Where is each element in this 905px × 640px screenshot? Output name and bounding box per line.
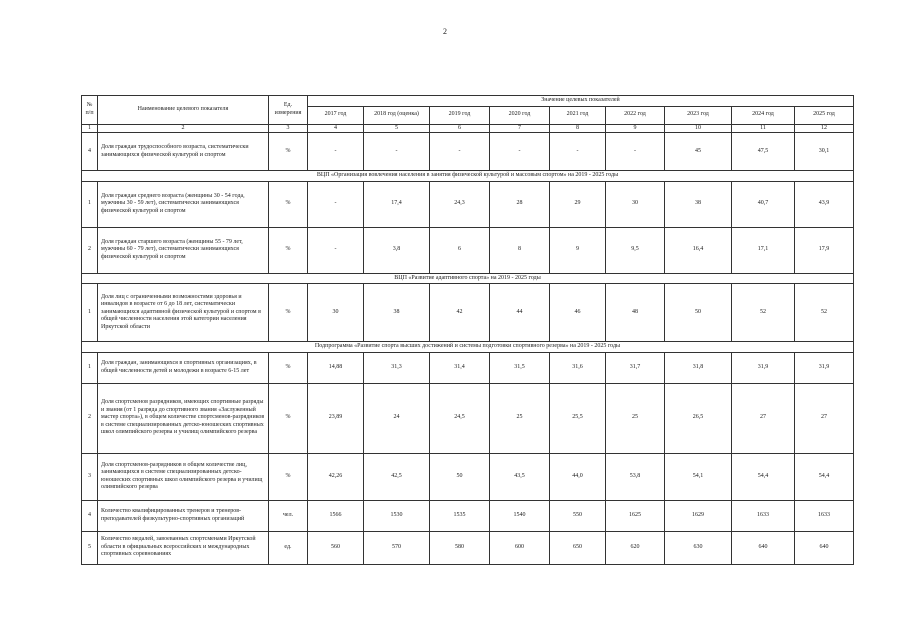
unit-cell: %: [269, 284, 308, 342]
value-cell: 30: [308, 284, 364, 342]
value-cell: 54,4: [795, 453, 854, 500]
header-year: 2023 год: [665, 106, 732, 124]
value-cell: 27: [795, 383, 854, 453]
value-cell: 1535: [430, 500, 490, 531]
column-number: 2: [98, 124, 269, 133]
value-cell: -: [550, 133, 606, 171]
value-cell: 43,9: [795, 181, 854, 227]
value-cell: 17,4: [364, 181, 430, 227]
value-cell: -: [308, 181, 364, 227]
value-cell: 9,5: [606, 227, 665, 273]
value-cell: -: [308, 133, 364, 171]
value-cell: 42,5: [364, 453, 430, 500]
value-cell: 1540: [490, 500, 550, 531]
indicator-name: Доля лиц с ограниченными возможностями здоровья и инвалидов в возрасте от 6 до 18 лет, систематически занимающихся адаптивной физической культурой и спортом в общей численности населения этой категории населения Иркутской области: [98, 284, 269, 342]
indicator-name: Доля граждан трудоспособного возраста, систематически занимающихся физической культурой и спортом: [98, 133, 269, 171]
value-cell: 24: [364, 383, 430, 453]
column-number: 9: [606, 124, 665, 133]
value-cell: 16,4: [665, 227, 732, 273]
header-year: 2021 год: [550, 106, 606, 124]
value-cell: 1633: [795, 500, 854, 531]
unit-cell: %: [269, 453, 308, 500]
value-cell: 31,4: [430, 352, 490, 383]
column-number: 10: [665, 124, 732, 133]
unit-cell: %: [269, 352, 308, 383]
table-row: [82, 133, 854, 171]
indicator-name: Доля граждан, занимающихся в спортивных организациях, в общей численности детей и молодежи в возрасте 6-15 лет: [98, 352, 269, 383]
value-cell: 42: [430, 284, 490, 342]
value-cell: 38: [665, 181, 732, 227]
value-cell: 54,1: [665, 453, 732, 500]
table-row: [82, 453, 854, 500]
value-cell: 17,9: [795, 227, 854, 273]
unit-cell: %: [269, 181, 308, 227]
row-number: 4: [82, 133, 98, 171]
column-number: 1: [82, 124, 98, 133]
table-body: [82, 133, 854, 565]
value-cell: 44: [490, 284, 550, 342]
value-cell: -: [308, 227, 364, 273]
table-row: [82, 352, 854, 383]
value-cell: 50: [665, 284, 732, 342]
header-group-title: Значение целевых показателей: [308, 96, 854, 107]
value-cell: 25,5: [550, 383, 606, 453]
table-row: [82, 284, 854, 342]
value-cell: 640: [795, 531, 854, 564]
value-cell: -: [430, 133, 490, 171]
column-number: 5: [364, 124, 430, 133]
value-cell: 640: [732, 531, 795, 564]
column-number: 6: [430, 124, 490, 133]
value-cell: 53,8: [606, 453, 665, 500]
value-cell: 3,8: [364, 227, 430, 273]
row-number: 4: [82, 500, 98, 531]
value-cell: 1530: [364, 500, 430, 531]
value-cell: 28: [490, 181, 550, 227]
section-title: ВЦП «Развитие адаптивного спорта» на 2019 - 2025 годы: [82, 273, 854, 284]
unit-cell: %: [269, 383, 308, 453]
unit-cell: чел.: [269, 500, 308, 531]
header-year: 2017 год: [308, 106, 364, 124]
column-number: 12: [795, 124, 854, 133]
table-row: [82, 227, 854, 273]
value-cell: 14,88: [308, 352, 364, 383]
value-cell: 570: [364, 531, 430, 564]
value-cell: 650: [550, 531, 606, 564]
section-title: Подпрограмма «Развитие спорта высших достижений и системы подготовки спортивного резерва» на 2019 - 2025 годы: [82, 342, 854, 353]
value-cell: 40,7: [732, 181, 795, 227]
header-unit: Ед. измерения: [269, 96, 308, 125]
table-row: [82, 181, 854, 227]
unit-cell: ед.: [269, 531, 308, 564]
value-cell: 600: [490, 531, 550, 564]
value-cell: 45: [665, 133, 732, 171]
column-number: 3: [269, 124, 308, 133]
section-row: [82, 342, 854, 353]
value-cell: 31,5: [490, 352, 550, 383]
value-cell: 1633: [732, 500, 795, 531]
value-cell: 48: [606, 284, 665, 342]
value-cell: 43,5: [490, 453, 550, 500]
section-row: [82, 273, 854, 284]
header-no: № п/п: [82, 96, 98, 125]
value-cell: 580: [430, 531, 490, 564]
target-indicators-table: [81, 95, 854, 565]
row-number: 5: [82, 531, 98, 564]
value-cell: 52: [732, 284, 795, 342]
table-row: [82, 383, 854, 453]
value-cell: -: [490, 133, 550, 171]
value-cell: 8: [490, 227, 550, 273]
header-year: 2024 год: [732, 106, 795, 124]
value-cell: 25: [490, 383, 550, 453]
header-year: 2025 год: [795, 106, 854, 124]
unit-cell: %: [269, 227, 308, 273]
value-cell: 27: [732, 383, 795, 453]
value-cell: 17,1: [732, 227, 795, 273]
indicator-name: Доля граждан среднего возраста (женщины 30 - 54 года, мужчины 30 - 59 лет), систематически занимающихся физической культурой и спортом: [98, 181, 269, 227]
value-cell: 31,9: [732, 352, 795, 383]
value-cell: 29: [550, 181, 606, 227]
value-cell: 38: [364, 284, 430, 342]
value-cell: 31,3: [364, 352, 430, 383]
value-cell: 24,5: [430, 383, 490, 453]
value-cell: -: [364, 133, 430, 171]
row-number: 1: [82, 181, 98, 227]
value-cell: 630: [665, 531, 732, 564]
column-number: 11: [732, 124, 795, 133]
value-cell: 42,26: [308, 453, 364, 500]
value-cell: 1629: [665, 500, 732, 531]
value-cell: 31,9: [795, 352, 854, 383]
value-cell: 26,5: [665, 383, 732, 453]
value-cell: 6: [430, 227, 490, 273]
value-cell: 560: [308, 531, 364, 564]
column-number: 8: [550, 124, 606, 133]
indicator-name: Доля спортсменов разрядников, имеющих спортивные разряды и звания (от 1 разряда до спортивного звания «Заслуженный мастер спорта»), в общем количестве спортсменов-разрядников в системе специализированных детско-юношеских спортивных школ олимпийского резерва и училищ олимпийского резерва: [98, 383, 269, 453]
column-number: 4: [308, 124, 364, 133]
section-row: [82, 171, 854, 182]
header-year: 2019 год: [430, 106, 490, 124]
value-cell: 24,3: [430, 181, 490, 227]
section-title: ВЦП «Организация вовлечения населения в занятия физической культурой и массовым спортом» на 2019 - 2025 годы: [82, 171, 854, 182]
value-cell: 44,0: [550, 453, 606, 500]
value-cell: 46: [550, 284, 606, 342]
header-year: 2022 год: [606, 106, 665, 124]
indicator-name: Доля спортсменов-разрядников в общем количестве лиц, занимающихся в системе специализированных детско-юношеских спортивных школ олимпийского резерва и училищ олимпийского резерва: [98, 453, 269, 500]
unit-cell: %: [269, 133, 308, 171]
value-cell: 50: [430, 453, 490, 500]
value-cell: 31,7: [606, 352, 665, 383]
value-cell: 1625: [606, 500, 665, 531]
indicator-name: Количество квалифицированных тренеров и тренеров-преподавателей физкультурно-спортивных организаций: [98, 500, 269, 531]
page-number: 2: [443, 27, 447, 36]
row-number: 2: [82, 227, 98, 273]
indicator-name: Количество медалей, завоеванных спортсменами Иркутской области в официальных всероссийских и международных спортивных соревнованиях: [98, 531, 269, 564]
value-cell: 23,89: [308, 383, 364, 453]
value-cell: 54,4: [732, 453, 795, 500]
header-year: 2020 год: [490, 106, 550, 124]
value-cell: 1566: [308, 500, 364, 531]
value-cell: 550: [550, 500, 606, 531]
header-name: Наименование целевого показателя: [98, 96, 269, 125]
value-cell: -: [606, 133, 665, 171]
row-number: 1: [82, 284, 98, 342]
value-cell: 30: [606, 181, 665, 227]
value-cell: 47,5: [732, 133, 795, 171]
header-year: 2018 год (оценка): [364, 106, 430, 124]
value-cell: 620: [606, 531, 665, 564]
table-row: [82, 500, 854, 531]
indicator-name: Доля граждан старшего возраста (женщины 55 - 79 лет, мужчины 60 - 79 лет), систематически занимающихся физической культурой и спортом: [98, 227, 269, 273]
row-number: 3: [82, 453, 98, 500]
value-cell: 30,1: [795, 133, 854, 171]
value-cell: 52: [795, 284, 854, 342]
row-number: 2: [82, 383, 98, 453]
value-cell: 31,8: [665, 352, 732, 383]
value-cell: 25: [606, 383, 665, 453]
row-number: 1: [82, 352, 98, 383]
column-number: 7: [490, 124, 550, 133]
value-cell: 31,6: [550, 352, 606, 383]
table-row: [82, 531, 854, 564]
value-cell: 9: [550, 227, 606, 273]
